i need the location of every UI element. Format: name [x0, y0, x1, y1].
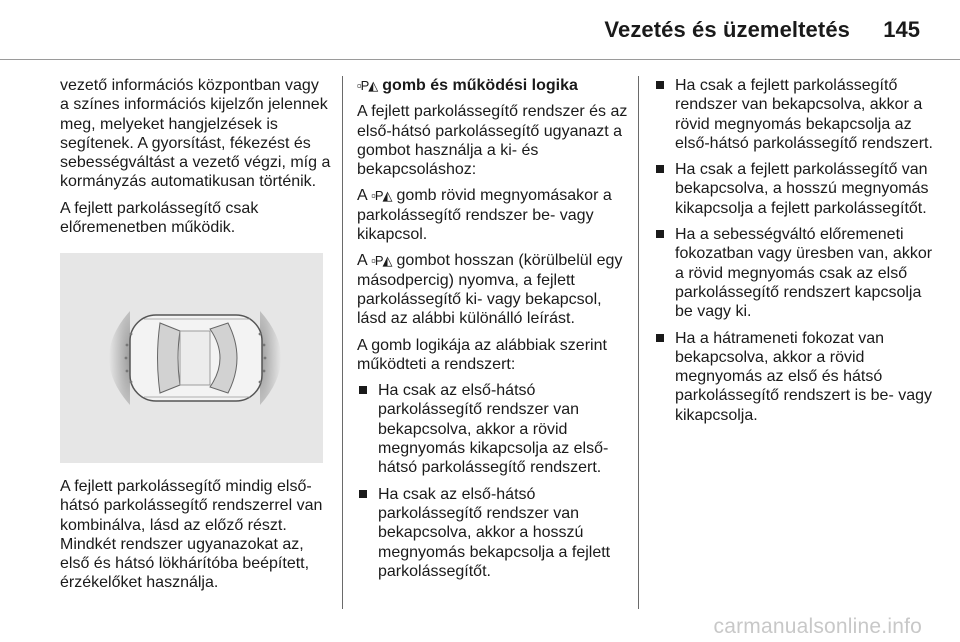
col2-paragraph-1: A fejlett parkolássegítő rendszer és az első-hátsó parkolássegítő ugyanazt a gombot használja a ki- és bekapcsoláshoz:: [357, 103, 628, 179]
bullet-icon: [656, 230, 664, 238]
col2-paragraph-2: A ▫P◭ gomb rövid megnyomásakor a parkolássegítő rendszer be- vagy kikapcsol.: [357, 187, 612, 244]
page-header: [0, 0, 960, 62]
bullet-icon: [656, 165, 664, 173]
column-3: [654, 76, 934, 432]
list-item: Ha a hátrameneti fokozat van bekapcsolva, akkor a rövid megnyomás az első és hátsó parkolássegítő rendszert is be- vagy kikapcsolja.: [654, 329, 934, 425]
parking-assist-icon: ▫P◭: [371, 253, 392, 269]
col1-paragraph-2: A fejlett parkolássegítő csak előremenetben működik.: [60, 199, 259, 237]
col2-paragraph-4: A gomb logikája az alábbiak szerint működteti a rendszert:: [357, 336, 607, 373]
column-1: [60, 76, 332, 244]
list-item: Ha csak a fejlett parkolássegítő rendszer van bekapcsolva, akkor a rövid megnyomás bekapcsolja az első-hátsó parkolássegítő rendszert.: [654, 76, 934, 153]
bullet-icon: [359, 386, 367, 394]
col2-bullet-list: [357, 381, 629, 581]
bullet-icon: [656, 81, 664, 89]
bullet-icon: [359, 490, 367, 498]
section-heading-text: gomb és működési logika: [382, 77, 578, 94]
list-item: Ha a sebességváltó előremeneti fokozatban vagy üresben van, akkor a rövid megnyomás csak az első parkolássegítő rendszert kapcsolja be vagy ki.: [654, 225, 934, 321]
parking-assist-icon: ▫P◭: [371, 188, 392, 204]
car-icon: [130, 315, 262, 401]
parking-assist-icon: ▫P◭: [357, 78, 378, 93]
page-title: Vezetés és üzemeltetés: [604, 17, 850, 42]
col1-paragraph-1: vezető információs központban vagy a színes információs kijelzőn jelennek meg, melyeket hangjelzések is segítenek. A gyorsítást, fékezést és sebességváltást a vezető végzi, míg a kormányzás automatikusan történik.: [60, 77, 331, 191]
column-divider-2: [638, 76, 639, 609]
column-2: [357, 76, 629, 588]
section-heading: [357, 76, 629, 95]
col3-bullet-list: [654, 76, 934, 425]
column-divider-1: [342, 76, 343, 609]
list-item: Ha csak a fejlett parkolássegítő van bekapcsolva, a hosszú megnyomás kikapcsolja a fejlett parkolássegítőt.: [654, 160, 934, 218]
watermark: carmanualsonline.info: [713, 615, 922, 638]
list-item: Ha csak az első-hátsó parkolássegítő rendszer van bekapcsolva, akkor a rövid megnyomás kikapcsolja az első-hátsó parkolássegítő rendszert.: [357, 381, 629, 477]
parking-sensor-illustration: [60, 253, 323, 463]
col2-paragraph-3: A ▫P◭ gombot hosszan (körülbelül egy másodpercig) nyomva, a fejlett parkolássegítő ki- vagy bekapcsol, lásd az alábbi különálló leírást.: [357, 252, 623, 328]
bullet-icon: [656, 334, 664, 342]
column-1-bottom: [60, 477, 332, 593]
header-divider: [0, 59, 960, 60]
car-sensor-diagram: [60, 253, 323, 463]
col1-paragraph-3: A fejlett parkolássegítő mindig első-hátsó parkolássegítő rendszerrel van kombinálva, lásd az előző részt. Mindkét rendszer ugyanazokat az, első és hátsó lökhárítóba beépített, érzékelőket használja.: [60, 478, 323, 592]
list-item: Ha csak az első-hátsó parkolássegítő rendszer van bekapcsolva, akkor a hosszú megnyomás bekapcsolja a fejlett parkolássegítőt.: [357, 485, 629, 581]
front-sensor-zone: [260, 311, 281, 405]
page-number: 145: [883, 17, 920, 42]
